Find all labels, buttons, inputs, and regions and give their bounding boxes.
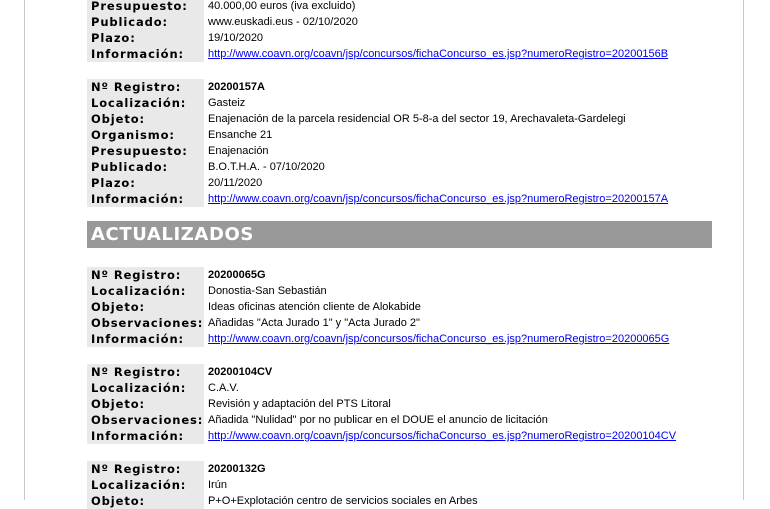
field-value: 19/10/2020 xyxy=(208,32,264,44)
field-value: Donostia-San Sebastián xyxy=(208,285,327,297)
field-row-registry xyxy=(87,79,712,95)
field-row-observations xyxy=(87,412,712,428)
field-label: Organismo: xyxy=(87,127,204,143)
field-value: Gasteiz xyxy=(208,97,246,109)
field-label: Presupuesto: xyxy=(87,143,204,159)
field-label: Nº Registro: xyxy=(87,267,204,283)
contest-list xyxy=(87,0,712,509)
contest-entry-20200157a xyxy=(87,79,712,207)
field-value: Revisión y adaptación del PTS Litoral xyxy=(208,398,391,410)
contest-entry-20200065g xyxy=(87,267,712,347)
field-label: Plazo: xyxy=(87,30,204,46)
field-value: www.euskadi.eus - 02/10/2020 xyxy=(208,16,358,28)
field-label: Publicado: xyxy=(87,14,204,30)
field-value: C.A.V. xyxy=(208,382,239,394)
field-row-deadline xyxy=(87,30,712,46)
field-value: Enajenación xyxy=(208,145,269,157)
field-label: Objeto: xyxy=(87,493,204,509)
field-label: Plazo: xyxy=(87,175,204,191)
field-label: Publicado: xyxy=(87,159,204,175)
field-label: Nº Registro: xyxy=(87,79,204,95)
field-row-registry xyxy=(87,461,712,477)
info-link[interactable]: http://www.coavn.org/coavn/jsp/concursos/fichaConcurso_es.jsp?numeroRegistro=20200065G xyxy=(208,333,670,345)
field-label: Observaciones: xyxy=(87,315,204,331)
field-row-location xyxy=(87,95,712,111)
field-label: Nº Registro: xyxy=(87,461,204,477)
field-value: P+O+Explotación centro de servicios sociales en Arbes xyxy=(208,495,478,507)
registry-number: 20200132G xyxy=(208,463,266,475)
field-label: Información: xyxy=(87,46,204,62)
field-label: Localización: xyxy=(87,95,204,111)
field-value: B.O.T.H.A. - 07/10/2020 xyxy=(208,161,325,173)
field-label: Presupuesto: xyxy=(87,0,204,14)
field-row-budget xyxy=(87,143,712,159)
section-header-actualizados: ACTUALIZADOS xyxy=(87,221,712,248)
field-row-info xyxy=(87,191,712,207)
registry-number: 20200104CV xyxy=(208,366,273,378)
field-row-registry xyxy=(87,364,712,380)
field-label: Información: xyxy=(87,191,204,207)
info-link[interactable]: http://www.coavn.org/coavn/jsp/concursos/fichaConcurso_es.jsp?numeroRegistro=20200156B xyxy=(208,48,669,60)
field-value: Ideas oficinas atención cliente de Alokabide xyxy=(208,301,421,313)
field-row-registry xyxy=(87,267,712,283)
field-row-budget xyxy=(87,0,712,14)
field-value: Enajenación de la parcela residencial OR 5-8-a del sector 19, Arechavaleta-Gardelegi xyxy=(208,113,626,125)
field-row-info xyxy=(87,331,712,347)
field-row-published xyxy=(87,14,712,30)
field-label: Información: xyxy=(87,428,204,444)
field-label: Información: xyxy=(87,331,204,347)
info-link[interactable]: http://www.coavn.org/coavn/jsp/concursos/fichaConcurso_es.jsp?numeroRegistro=20200157A xyxy=(208,193,669,205)
field-label: Nº Registro: xyxy=(87,364,204,380)
field-value: Añadida "Nulidad" por no publicar en el DOUE el anuncio de licitación xyxy=(208,414,548,426)
contest-entry-20200132g xyxy=(87,461,712,509)
field-value: Añadidas "Acta Jurado 1" y "Acta Jurado 2" xyxy=(208,317,420,329)
field-row-object xyxy=(87,111,712,127)
contest-entry-20200104cv xyxy=(87,364,712,444)
field-value: Ensanche 21 xyxy=(208,129,273,141)
field-row-location xyxy=(87,380,712,396)
field-row-object xyxy=(87,396,712,412)
field-row-info xyxy=(87,46,712,62)
field-label: Localización: xyxy=(87,283,204,299)
registry-number: 20200065G xyxy=(208,269,266,281)
field-row-observations xyxy=(87,315,712,331)
info-link[interactable]: http://www.coavn.org/coavn/jsp/concursos/fichaConcurso_es.jsp?numeroRegistro=20200104CV xyxy=(208,430,677,442)
field-value: 40.000,00 euros (iva excluido) xyxy=(208,0,356,12)
field-row-published xyxy=(87,159,712,175)
field-row-location xyxy=(87,283,712,299)
field-value: Irún xyxy=(208,479,227,491)
field-label: Localización: xyxy=(87,477,204,493)
field-label: Objeto: xyxy=(87,111,204,127)
field-value: 20/11/2020 xyxy=(208,177,263,189)
field-row-deadline xyxy=(87,175,712,191)
registry-number: 20200157A xyxy=(208,81,265,93)
field-label: Objeto: xyxy=(87,396,204,412)
field-row-info xyxy=(87,428,712,444)
field-row-organism xyxy=(87,127,712,143)
field-row-object xyxy=(87,299,712,315)
contest-entry-20200156b xyxy=(87,0,712,62)
field-row-object xyxy=(87,493,712,509)
field-label: Observaciones: xyxy=(87,412,204,428)
field-label: Localización: xyxy=(87,380,204,396)
field-label: Objeto: xyxy=(87,299,204,315)
field-row-location xyxy=(87,477,712,493)
